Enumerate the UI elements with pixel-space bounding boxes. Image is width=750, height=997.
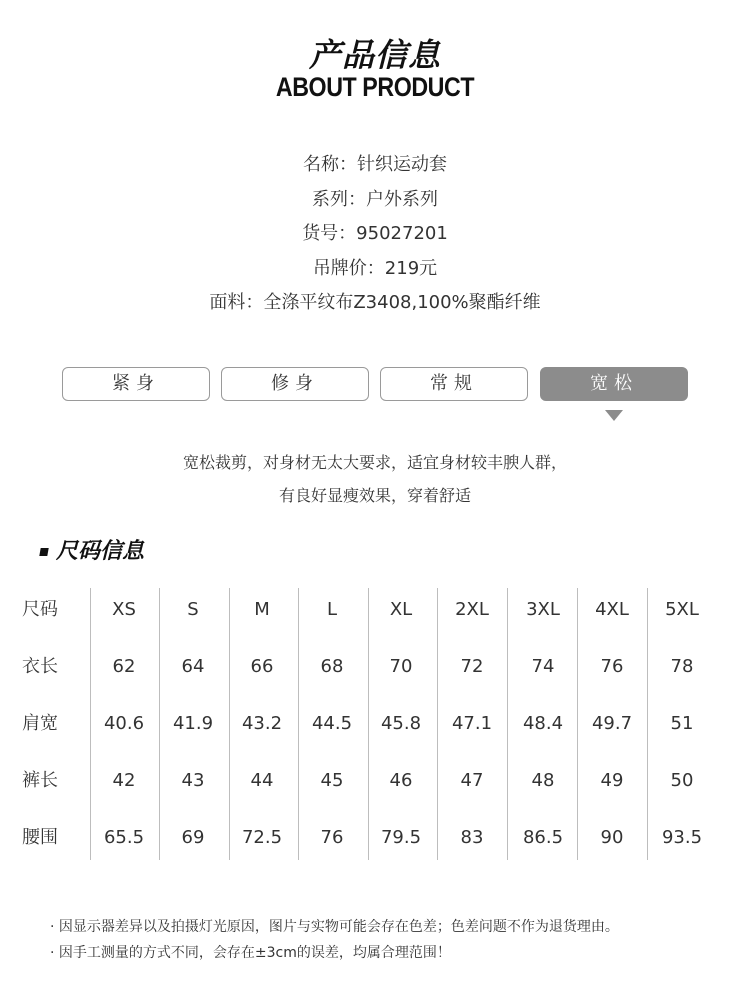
table-cell: 44 — [250, 770, 274, 791]
table-cell: 42 — [112, 770, 136, 791]
size-section-heading — [40, 534, 144, 568]
table-cell: 51 — [670, 713, 694, 734]
table-cell: 72 — [460, 656, 484, 677]
note-measurement-error: · 因手工测量的方式不同，会存在±3cm的误差，均属合理范围！ — [50, 945, 451, 961]
table-cell: 48 — [531, 770, 555, 791]
fit-option-regular[interactable]: 常规 — [380, 367, 528, 401]
table-size-header: XS — [112, 599, 136, 620]
table-cell: 64 — [181, 656, 205, 677]
table-cell: 45.8 — [380, 713, 422, 734]
table-cell: 40.6 — [103, 713, 145, 734]
fit-option-tight[interactable]: 紧身 — [62, 367, 210, 401]
fit-description — [0, 446, 750, 512]
table-cell: 66 — [250, 656, 274, 677]
table-cell: 45 — [320, 770, 344, 791]
table-cell: 50 — [670, 770, 694, 791]
table-cell: 69 — [181, 827, 205, 848]
table-row-label: 衣长 — [22, 656, 58, 677]
table-column-divider — [647, 588, 648, 860]
table-cell: 68 — [320, 656, 344, 677]
table-cell: 83 — [460, 827, 484, 848]
table-cell: 74 — [531, 656, 555, 677]
fit-description-line: 宽松裁剪，对身材无太大要求，适宜身材较丰腴人群， — [182, 453, 567, 472]
table-size-header: M — [254, 599, 270, 620]
table-cell: 49.7 — [591, 713, 633, 734]
table-cell: 93.5 — [661, 827, 703, 848]
table-row-label: 腰围 — [22, 827, 58, 848]
table-cell: 46 — [389, 770, 413, 791]
table-cell: 47.1 — [451, 713, 493, 734]
table-size-header: L — [326, 599, 338, 620]
fit-option-slim[interactable]: 修身 — [221, 367, 369, 401]
table-size-header: 4XL — [595, 599, 629, 620]
info-series: 系列：户外系列 — [312, 188, 438, 210]
table-cell: 76 — [600, 656, 624, 677]
fit-pointer-icon — [605, 410, 623, 421]
info-item-number: 货号：95027201 — [302, 223, 448, 244]
table-cell: 76 — [320, 827, 344, 848]
table-cell: 78 — [670, 656, 694, 677]
info-name: 名称：针织运动套 — [303, 154, 447, 175]
table-header-label: 尺码 — [22, 599, 58, 620]
page-title-en: ABOUT PRODUCT — [275, 72, 475, 102]
size-table — [20, 580, 740, 870]
table-cell: 62 — [112, 656, 136, 677]
notes — [50, 914, 730, 966]
fit-option-loose[interactable]: 宽松 — [540, 367, 688, 401]
info-price: 吊牌价：219元 — [312, 257, 438, 279]
table-cell: 49 — [600, 770, 624, 791]
table-cell: 90 — [600, 827, 624, 848]
table-cell: 43 — [181, 770, 205, 791]
table-column-divider — [507, 588, 508, 860]
page-title-cn: 产品信息 — [308, 36, 441, 74]
table-size-header: 5XL — [665, 599, 699, 620]
size-section-title: 尺码信息 — [56, 539, 145, 564]
table-cell: 41.9 — [172, 713, 214, 734]
table-cell: 65.5 — [103, 827, 145, 848]
table-size-header: 2XL — [455, 599, 489, 620]
table-cell: 47 — [460, 770, 484, 791]
fit-selector — [62, 367, 688, 401]
table-column-divider — [577, 588, 578, 860]
info-fabric: 面料：全涤平纹布Z3408,100%聚酯纤维 — [209, 292, 541, 313]
table-column-divider — [437, 588, 438, 860]
table-size-header: 3XL — [526, 599, 560, 620]
table-cell: 79.5 — [380, 827, 422, 848]
fit-description-line: 有良好显瘦效果，穿着舒适 — [278, 486, 471, 505]
table-row-label: 裤长 — [22, 770, 58, 791]
table-cell: 70 — [389, 656, 413, 677]
table-cell: 44.5 — [311, 713, 353, 734]
table-cell: 43.2 — [241, 713, 283, 734]
table-cell: 86.5 — [522, 827, 564, 848]
square-bullet-icon — [39, 548, 48, 556]
table-cell: 48.4 — [522, 713, 564, 734]
table-cell: 72.5 — [241, 827, 283, 848]
table-size-header: S — [187, 599, 199, 620]
table-row-label: 肩宽 — [22, 713, 58, 734]
note-color-difference: · 因显示器差异以及拍摄灯光原因，图片与实物可能会存在色差；色差问题不作为退货理由。 — [50, 919, 619, 935]
product-info — [0, 148, 750, 321]
table-size-header: XL — [389, 599, 413, 620]
